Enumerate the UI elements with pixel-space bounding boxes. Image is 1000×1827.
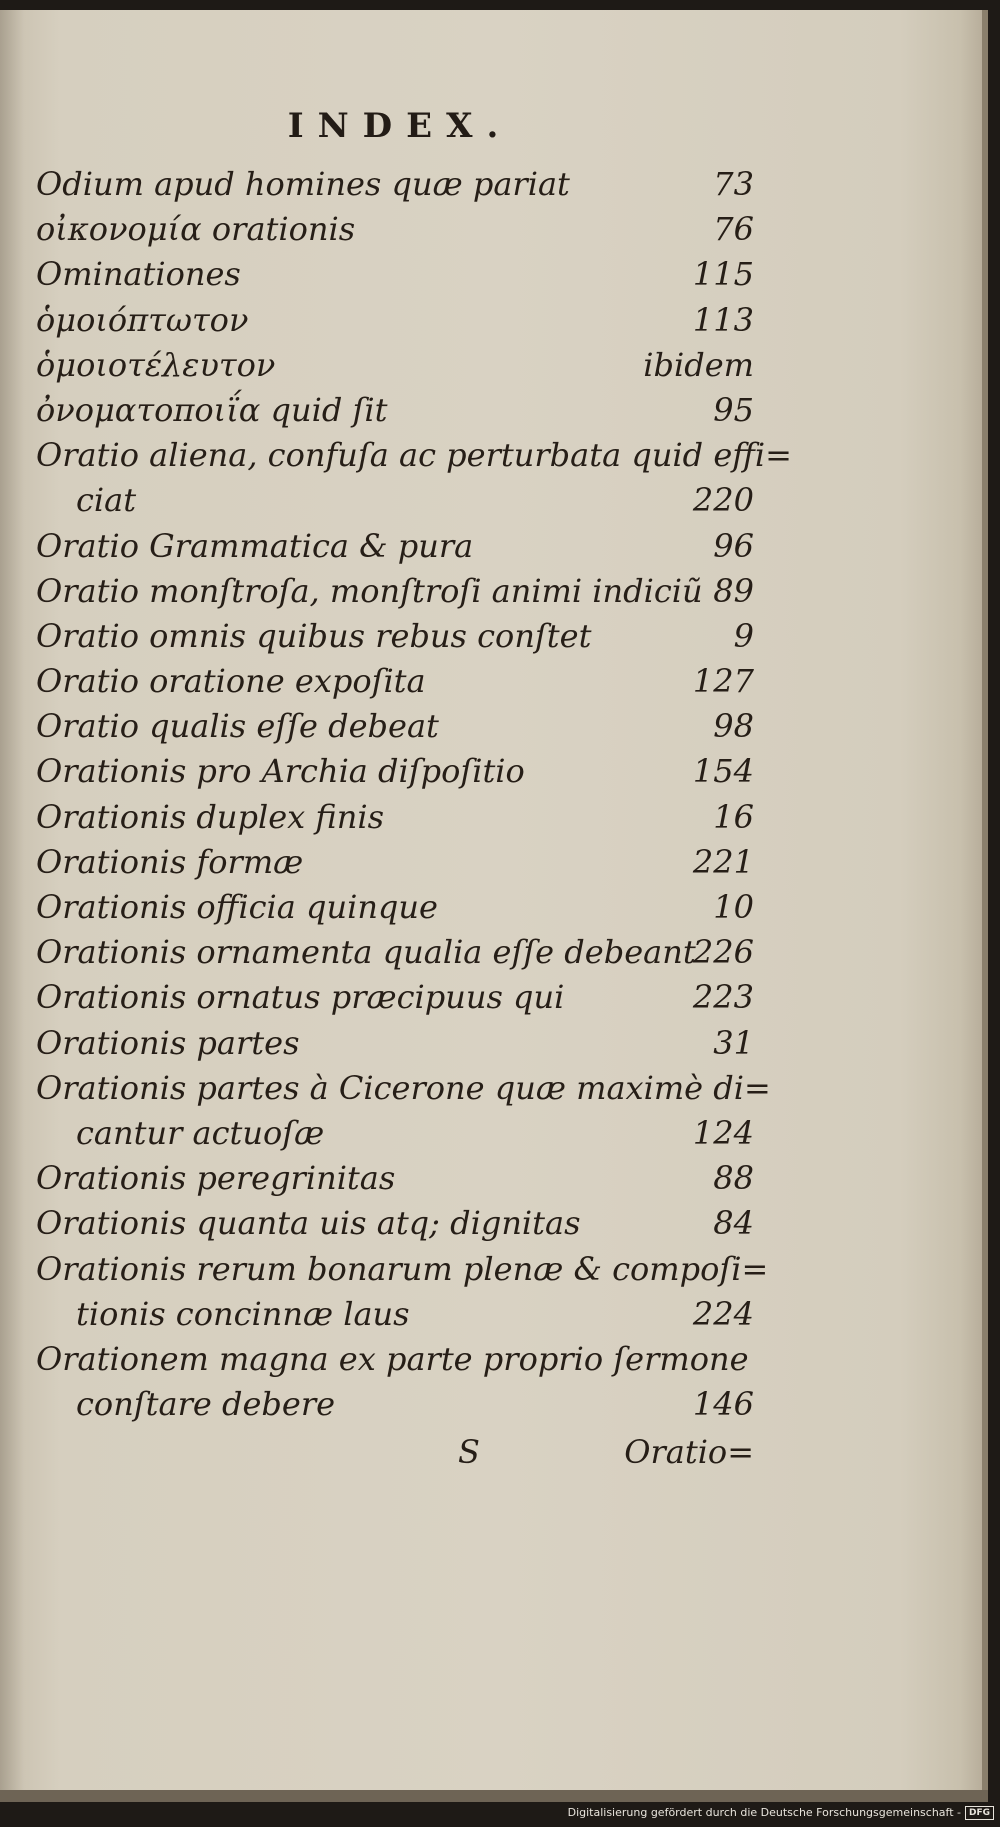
entry-page: 96 [713,526,754,565]
entry-term: Ominationes [36,255,241,294]
entry-page: 76 [713,210,754,249]
index-entry [36,1021,754,1066]
index-entry [36,840,754,885]
entry-term: Odium apud homines quæ pariat [36,165,570,203]
index-entry [36,162,754,207]
index-entry [36,524,754,569]
entry-term: tionis concinnæ laus [76,1294,410,1333]
index-entry [36,795,754,840]
entry-page: 127 [692,662,754,701]
index-entry-continuation [36,1111,754,1156]
entry-page: 221 [692,842,754,881]
entry-term: Orationis ornamenta qualia eſſe debeant [36,933,696,972]
index-entry [36,1156,754,1201]
entry-page: 113 [692,300,754,339]
page-edge-shadow [0,1790,988,1802]
entry-page: 84 [713,1204,754,1243]
signature-mark: S [458,1433,480,1472]
entry-term: ὁμοιόπτωτον [36,300,249,339]
entry-term: Orationis formæ [36,842,304,881]
entry-term: Oratio qualis eſſe debeat [36,707,439,746]
page-header: INDEX. [287,106,513,146]
entry-page: 223 [692,978,754,1017]
index-entry [36,433,792,478]
entry-term: Orationis partes [36,1023,300,1062]
entry-term: Oratio Grammatica & pura [36,526,474,565]
entry-page: 89 [713,571,754,610]
credit-text: Digitalisierung gefördert durch die Deutsche Forschungsgemeinschaft - [567,1806,961,1819]
index-entries [36,162,792,1477]
book-page [0,10,988,1800]
entry-term: Oratio monſtroſa, monſtroſi animi indiciũ [36,571,703,610]
entry-page: 73 [713,165,754,203]
index-entry-continuation [36,1292,754,1337]
entry-term: Orationis partes à Cicerone quæ maximè di= [36,1068,771,1107]
index-entry [36,388,754,433]
index-entry [36,343,754,388]
index-entry [36,298,754,343]
entry-term: οἰκονομία orationis [36,210,356,249]
index-entry [36,207,754,252]
entry-page: 98 [713,707,754,746]
entry-term: ciat [76,481,137,520]
index-entry-continuation [36,478,754,523]
index-entry [36,1066,771,1111]
index-entry [36,704,754,749]
entry-term: Orationem magna ex parte proprio ſermone [36,1339,749,1378]
entry-term: Orationis rerum bonarum plenæ & compoſi= [36,1249,769,1288]
page-catchword-line [36,1427,754,1477]
index-entry [36,1337,754,1382]
entry-term: Oratio omnis quibus rebus conſtet [36,616,592,655]
entry-page: ibidem [643,345,754,384]
index-entry [36,252,754,297]
index-entry-continuation [36,1382,754,1427]
entry-page: 88 [713,1159,754,1198]
entry-page: 220 [692,481,754,520]
index-entry [36,930,754,975]
entry-term: ὀνοματοποιΐα quid ſit [36,390,388,429]
entry-page: 9 [733,616,754,655]
entry-term: Oratio oratione expoſita [36,662,426,701]
catchword: Oratio= [624,1433,754,1472]
entry-term: Orationis quanta uis atq; dignitas [36,1204,581,1243]
index-entry [36,1201,754,1246]
entry-page: 154 [692,752,754,791]
index-entry [36,614,754,659]
entry-page: 10 [713,888,754,926]
entry-term: Orationis peregrinitas [36,1159,396,1198]
entry-page: 95 [713,390,754,429]
index-entry [36,659,754,704]
entry-term: Orationis officia quinque [36,888,438,926]
entry-term: Oratio aliena, confuſa ac perturbata quid effi= [36,436,792,475]
entry-term: Orationis pro Archia diſpoſitio [36,752,525,791]
entry-page: 124 [692,1113,754,1152]
digitization-credit [568,1806,994,1820]
entry-page: 115 [692,255,754,294]
dfg-logo-icon: DFG [965,1806,994,1820]
index-entry [36,749,754,794]
entry-term: cantur actuoſæ [76,1113,325,1152]
index-entry [36,975,754,1020]
entry-page: 16 [713,797,754,836]
entry-term: Orationis duplex finis [36,797,384,836]
index-entry [36,569,754,614]
entry-page: 146 [692,1385,754,1424]
entry-term: conſtare debere [76,1385,336,1424]
entry-page: 226 [692,933,754,972]
entry-page: 31 [713,1023,754,1062]
index-entry [36,1247,769,1292]
entry-term: Orationis ornatus præcipuus qui [36,978,565,1017]
entry-term: ὁμοιοτέλευτον [36,345,276,384]
entry-page: 224 [692,1294,754,1333]
index-entry [36,885,754,930]
